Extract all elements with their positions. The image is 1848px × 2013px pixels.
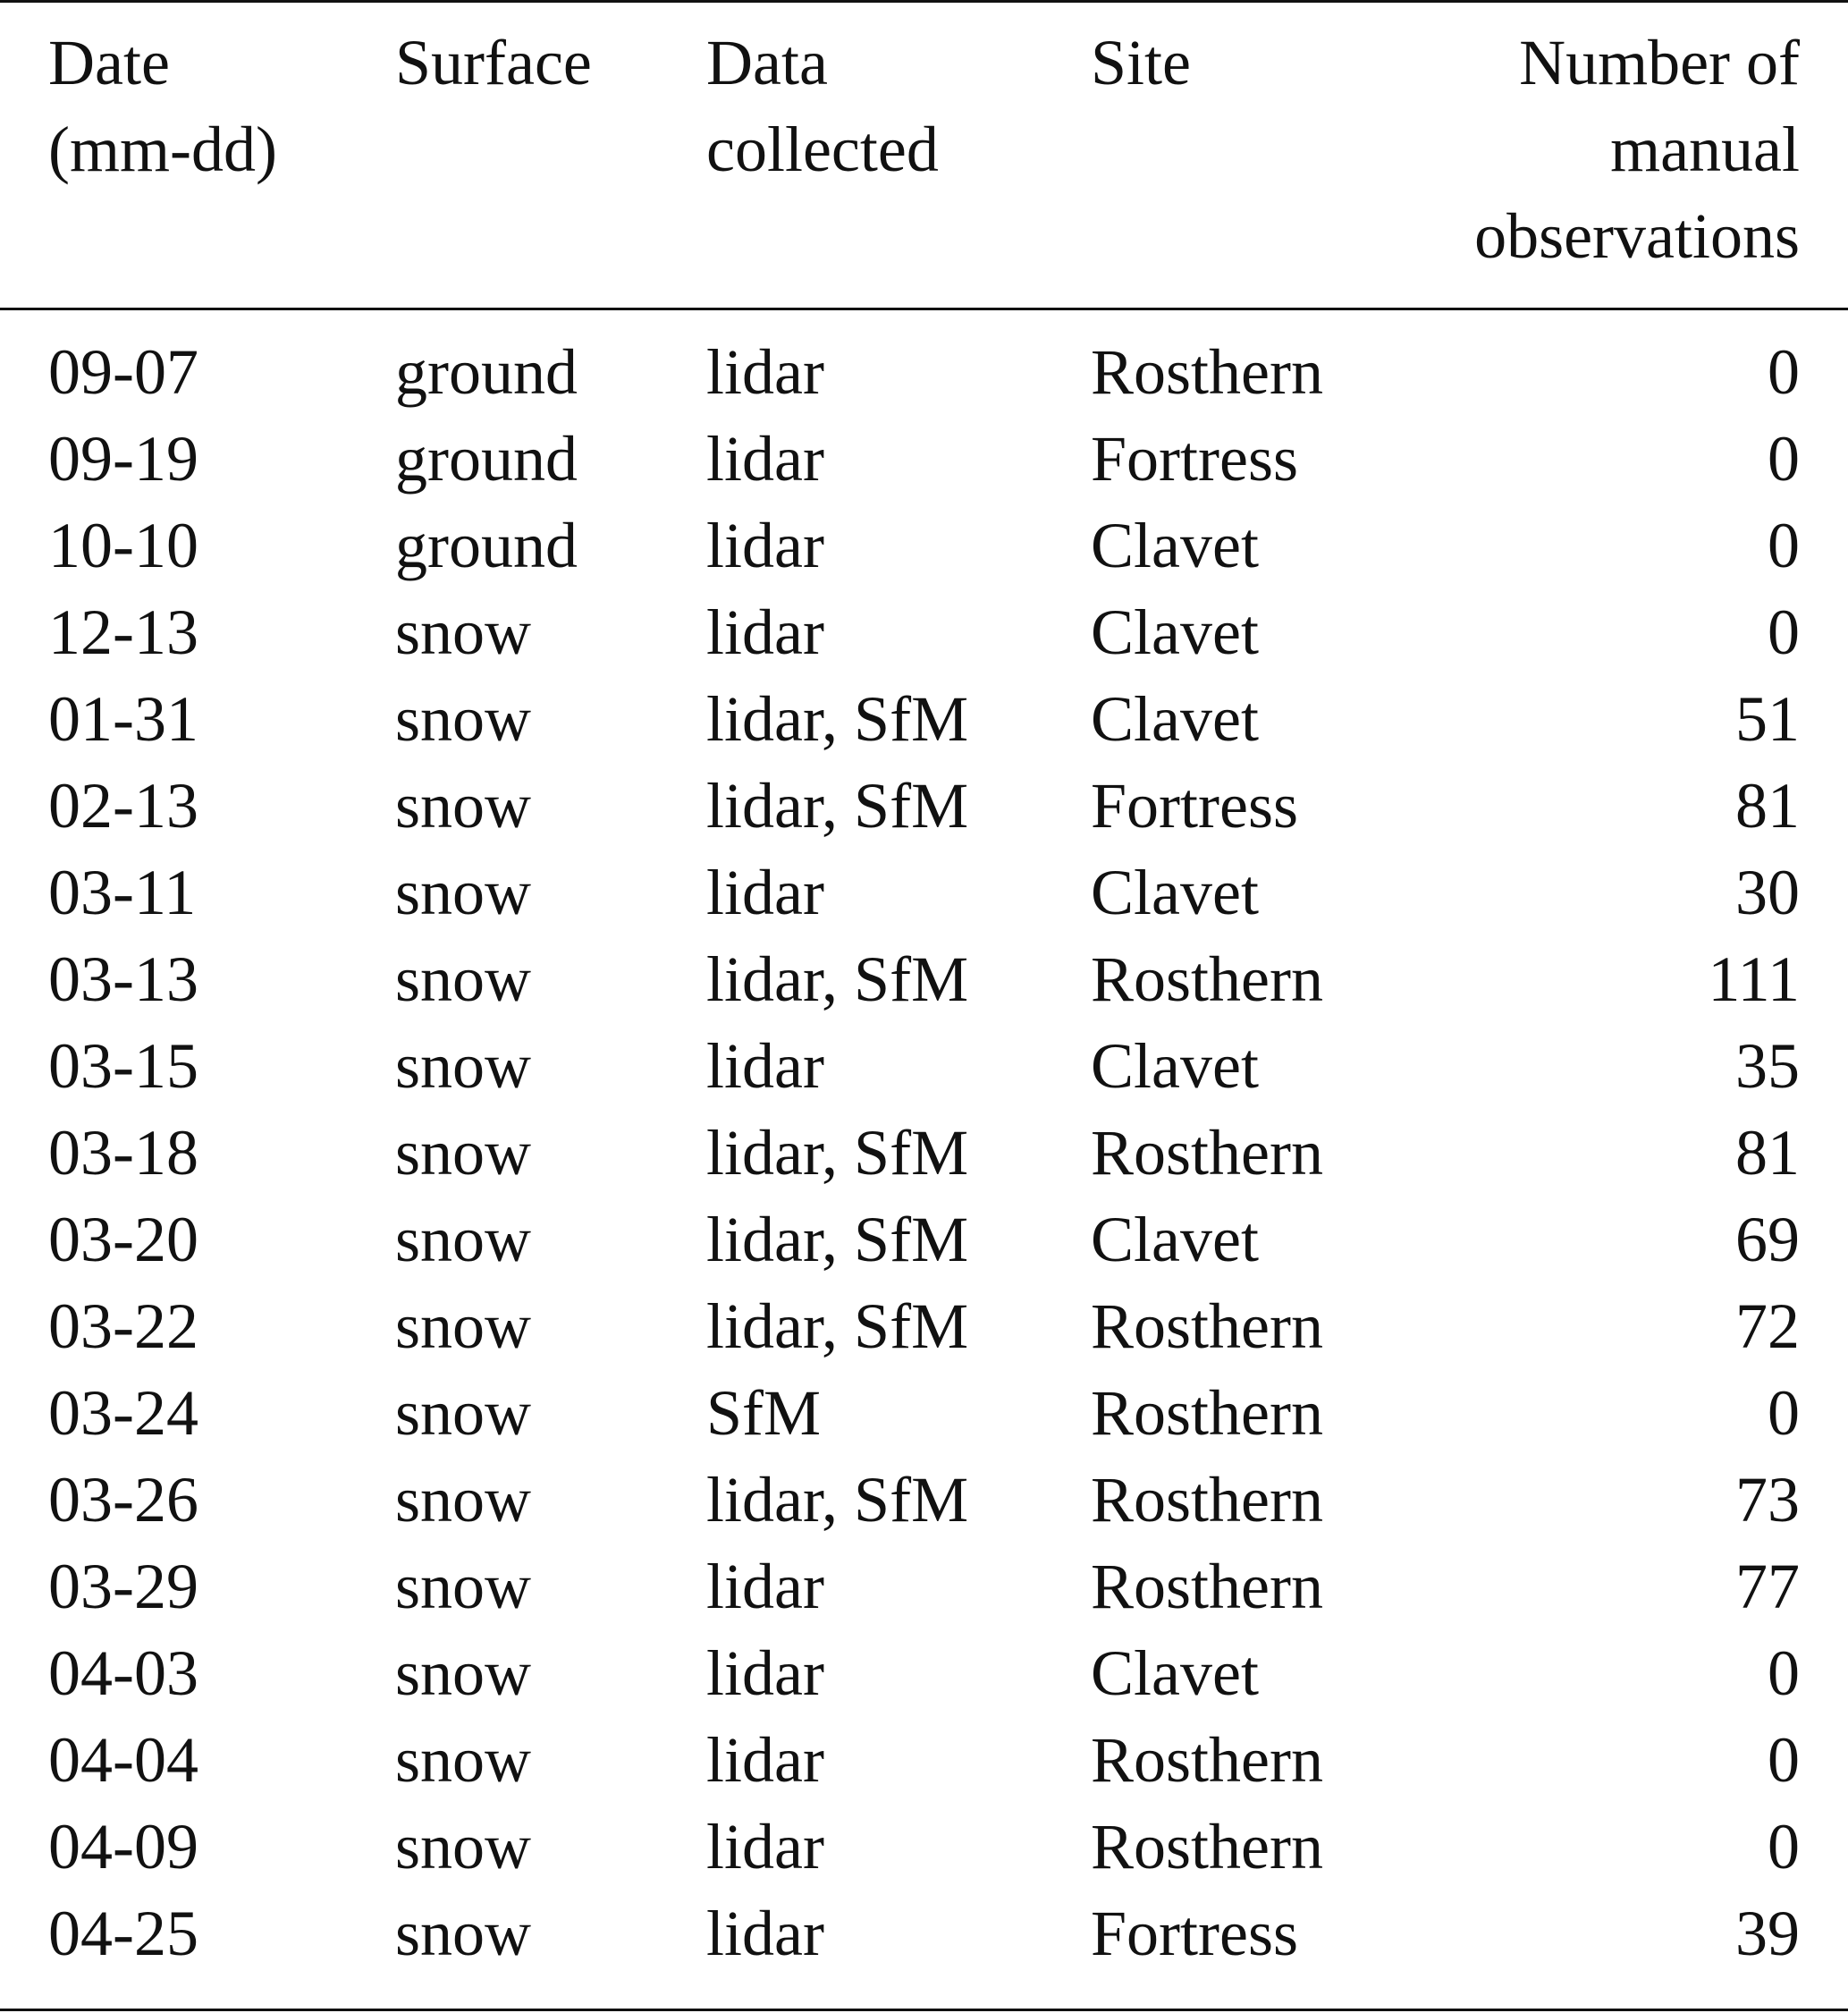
cell-surface: snow [395,857,532,928]
cell-date: 03-11 [48,857,197,928]
cell-data-collected: lidar [706,1898,824,1969]
cell-date: 04-25 [48,1898,198,1969]
cell-site: Clavet [1091,596,1259,668]
cell-data-collected: lidar [706,857,824,928]
table-row [0,936,1848,1023]
header-data-line2: collected [706,114,939,185]
cell-num-observations: 72 [1735,1290,1800,1362]
cell-site: Clavet [1091,857,1259,928]
cell-date: 09-07 [48,336,198,408]
cell-date: 12-13 [48,596,198,668]
cell-num-observations: 39 [1735,1898,1800,1969]
cell-data-collected: lidar [706,1637,824,1709]
cell-date: 04-09 [48,1811,198,1882]
top-rule [0,0,1848,3]
cell-data-collected: lidar [706,423,824,495]
cell-data-collected: lidar, SfM [706,770,969,842]
cell-site: Clavet [1091,1637,1259,1709]
cell-num-observations: 0 [1768,596,1800,668]
table-row [0,1717,1848,1804]
cell-num-observations: 51 [1735,683,1800,755]
cell-date: 03-13 [48,943,198,1015]
cell-surface: snow [395,1637,532,1709]
header-rule [0,308,1848,310]
header-date-line1: Date [48,27,170,98]
cell-data-collected: lidar, SfM [706,1117,969,1188]
cell-num-observations: 111 [1708,943,1800,1015]
cell-site: Rosthern [1091,1551,1323,1622]
cell-site: Rosthern [1091,1724,1323,1796]
table-row [0,676,1848,763]
cell-num-observations: 0 [1768,1637,1800,1709]
cell-surface: ground [395,423,578,495]
cell-num-observations: 0 [1768,423,1800,495]
cell-num-observations: 77 [1735,1551,1800,1622]
cell-site: Rosthern [1091,1464,1323,1535]
cell-num-observations: 0 [1768,1377,1800,1449]
cell-num-observations: 0 [1768,510,1800,581]
table-row [0,589,1848,676]
cell-date: 03-22 [48,1290,198,1362]
cell-data-collected: lidar [706,336,824,408]
cell-data-collected: lidar [706,596,824,668]
header-site: Site [1091,27,1192,98]
header-data-line1: Data [706,27,828,98]
cell-surface: snow [395,683,532,755]
cell-num-observations: 73 [1735,1464,1800,1535]
table-row [0,416,1848,503]
cell-site: Fortress [1091,1898,1298,1969]
cell-site: Rosthern [1091,1811,1323,1882]
table-row [0,763,1848,850]
table-row [0,1283,1848,1370]
table-row [0,1110,1848,1197]
cell-date: 04-04 [48,1724,198,1796]
cell-surface: snow [395,1030,532,1102]
cell-num-observations: 81 [1735,770,1800,842]
cell-data-collected: lidar, SfM [706,1204,969,1275]
header-data-collected [706,20,939,193]
header-date [48,20,277,193]
cell-surface: snow [395,1724,532,1796]
cell-surface: snow [395,1377,532,1449]
cell-site: Clavet [1091,1030,1259,1102]
cell-surface: snow [395,1811,532,1882]
table-row [0,1023,1848,1110]
table-row [0,1544,1848,1630]
cell-surface: snow [395,1204,532,1275]
cell-date: 03-18 [48,1117,198,1188]
cell-surface: ground [395,336,578,408]
table-row [0,1890,1848,1977]
table-row [0,1804,1848,1890]
table-row [0,850,1848,936]
cell-site: Fortress [1091,423,1298,495]
cell-site: Rosthern [1091,943,1323,1015]
cell-num-observations: 30 [1735,857,1800,928]
cell-surface: snow [395,596,532,668]
cell-surface: snow [395,943,532,1015]
cell-date: 09-19 [48,423,198,495]
cell-date: 10-10 [48,510,198,581]
cell-site: Rosthern [1091,1117,1323,1188]
cell-date: 04-03 [48,1637,198,1709]
header-num-line1: Number of [1519,27,1800,98]
table-row [0,1457,1848,1544]
cell-site: Rosthern [1091,1377,1323,1449]
cell-date: 03-15 [48,1030,198,1102]
cell-num-observations: 0 [1768,1811,1800,1882]
cell-site: Clavet [1091,1204,1259,1275]
cell-data-collected: lidar [706,1724,824,1796]
cell-surface: ground [395,510,578,581]
table-row [0,1630,1848,1717]
cell-data-collected: lidar [706,1811,824,1882]
header-num-observations [1474,20,1800,280]
cell-date: 01-31 [48,683,198,755]
cell-surface: snow [395,1117,532,1188]
cell-site: Clavet [1091,683,1259,755]
cell-num-observations: 35 [1735,1030,1800,1102]
cell-num-observations: 0 [1768,336,1800,408]
cell-data-collected: SfM [706,1377,822,1449]
cell-surface: snow [395,1898,532,1969]
header-date-line2: (mm-dd) [48,114,277,185]
cell-data-collected: lidar [706,510,824,581]
cell-data-collected: lidar [706,1551,824,1622]
cell-date: 03-26 [48,1464,198,1535]
cell-date: 02-13 [48,770,198,842]
bottom-rule [0,2009,1848,2011]
table-row [0,1197,1848,1283]
cell-data-collected: lidar, SfM [706,1290,969,1362]
cell-date: 03-29 [48,1551,198,1622]
cell-surface: snow [395,1464,532,1535]
table-row [0,1370,1848,1457]
cell-date: 03-20 [48,1204,198,1275]
cell-data-collected: lidar, SfM [706,683,969,755]
cell-site: Clavet [1091,510,1259,581]
cell-date: 03-24 [48,1377,198,1449]
cell-surface: snow [395,770,532,842]
header-surface: Surface [395,27,592,98]
cell-data-collected: lidar, SfM [706,1464,969,1535]
cell-num-observations: 0 [1768,1724,1800,1796]
table-row [0,329,1848,416]
cell-data-collected: lidar [706,1030,824,1102]
cell-num-observations: 81 [1735,1117,1800,1188]
header-num-line3: observations [1474,200,1800,272]
cell-data-collected: lidar, SfM [706,943,969,1015]
cell-site: Fortress [1091,770,1298,842]
cell-site: Rosthern [1091,1290,1323,1362]
cell-num-observations: 69 [1735,1204,1800,1275]
header-num-line2: manual [1610,114,1800,185]
cell-site: Rosthern [1091,336,1323,408]
cell-surface: snow [395,1551,532,1622]
cell-surface: snow [395,1290,532,1362]
table-row [0,503,1848,589]
